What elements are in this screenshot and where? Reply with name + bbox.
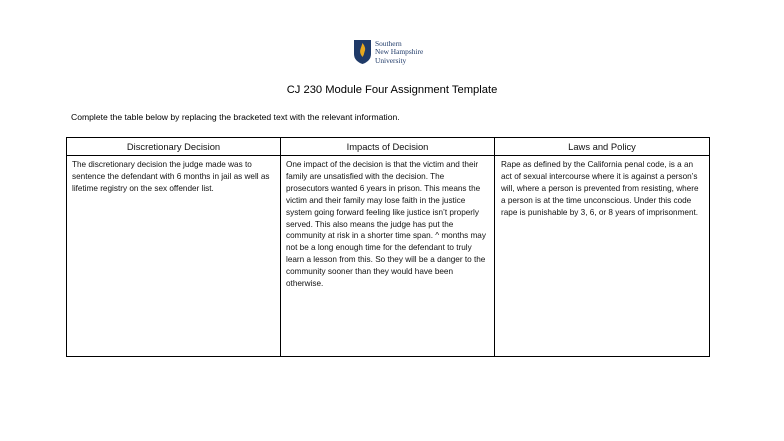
cell-discretionary-decision: The discretionary decision the judge made was to sentence the defendant with 6 months in jail as well as lifetime registry on the sex offender list.: [67, 156, 281, 357]
cell-impacts-of-decision: One impact of the decision is that the victim and their family are unsatisfied with the decision. The prosecutors wanted 6 years in prison. This means the victim and their family may lose faith in the justice system going forward feeling like justice isn’t properly served. This also means the judge has put the community at risk in a shorter time span. ^ months may not be a long enough time for the defendant to truly learn a lesson from this. So they will be a danger to the community sooner than they would have been otherwise.: [281, 156, 495, 357]
logo-line-3: University: [375, 55, 407, 65]
header-discretionary-decision: Discretionary Decision: [67, 138, 281, 156]
assignment-table: [66, 137, 710, 357]
document-title: CJ 230 Module Four Assignment Template: [286, 84, 498, 96]
instructions-text: Complete the table below by replacing the bracketed text with the relevant information.: [71, 112, 400, 122]
table-row: [67, 156, 710, 357]
logo-wordmark: [375, 40, 423, 65]
table-header-row: [67, 138, 710, 156]
logo-line-1: Southern: [375, 39, 402, 48]
cell-laws-and-policy: Rape as defined by the California penal code, is a an act of sexual intercourse where it is against a person’s will, where a person is prevented from resisting, where a person is at the time unconscious. Under this code rape is punishable by 3, 6, or 8 years of imprisonment.: [495, 156, 710, 357]
snhu-logo: [354, 40, 423, 65]
snhu-shield-icon: [354, 40, 371, 64]
header-laws-and-policy: Laws and Policy: [495, 138, 710, 156]
header-impacts-of-decision: Impacts of Decision: [281, 138, 495, 156]
logo-line-2: New Hampshire: [375, 47, 424, 57]
